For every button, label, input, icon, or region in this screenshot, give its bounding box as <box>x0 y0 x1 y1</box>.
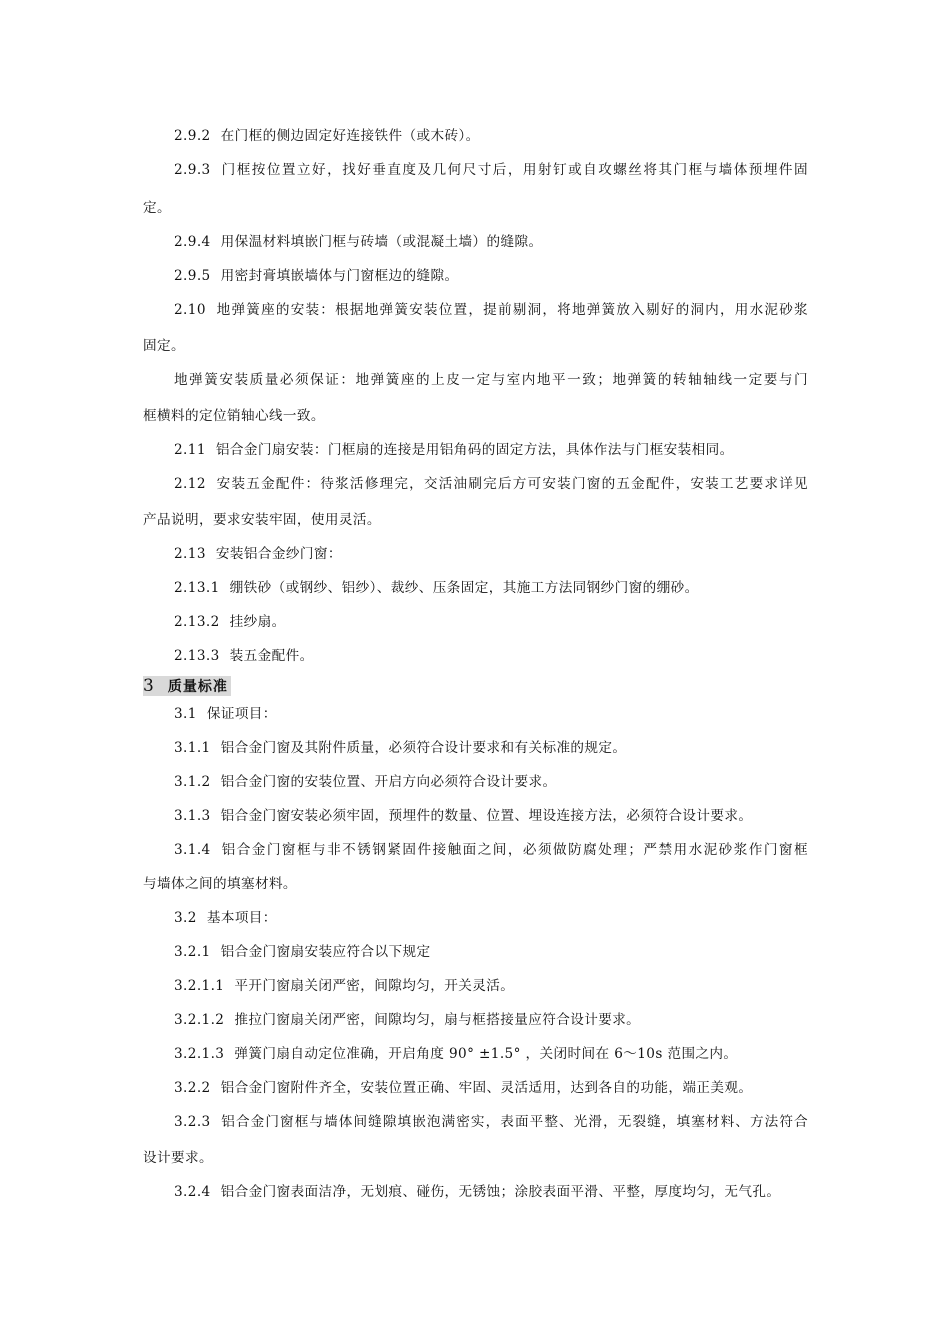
clause-2-10: 2.10 地弹簧座的安装：根据地弹簧安装位置，提前剔洞，将地弹簧放入剔好的洞内，用水泥砂浆 <box>174 302 808 318</box>
clause-2-9-5: 2.9.5 用密封膏填嵌墙体与门窗框边的缝隙。 <box>174 268 459 284</box>
clause-3-1-2: 3.1.2 铝合金门窗的安装位置、开启方向必须符合设计要求。 <box>174 774 557 790</box>
clause-3-1: 3.1 保证项目： <box>174 706 277 722</box>
clause-2-9-4: 2.9.4 用保温材料填嵌门框与砖墙（或混凝土墙）的缝隙。 <box>174 234 543 250</box>
clause-2-13-1: 2.13.1 绷铁砂（或钢纱、铝纱）、裁纱、压条固定，其施工方法同钢纱门窗的绷砂。 <box>174 580 699 596</box>
clause-2-9-3: 2.9.3 门框按位置立好，找好垂直度及几何尺寸后，用射钉或自攻螺丝将其门框与墙体预埋件固 <box>174 162 808 178</box>
clause-3-2-1: 3.2.1 铝合金门窗扇安装应符合以下规定 <box>174 944 431 960</box>
clause-2-13: 2.13 安装铝合金纱门窗： <box>174 546 342 562</box>
clause-3-1-3: 3.1.3 铝合金门窗安装必须牢固，预埋件的数量、位置、埋设连接方法，必须符合设计要求。 <box>174 808 753 824</box>
clause-2-9-2: 2.9.2 在门框的侧边固定好连接铁件（或木砖）。 <box>174 128 480 144</box>
clause-2-9-3-cont: 定。 <box>143 200 171 216</box>
note-floor-spring: 地弹簧安装质量必须保证：地弹簧座的上皮一定与室内地平一致；地弹簧的转轴轴线一定要与门 <box>174 372 808 388</box>
clause-3-2-1-3: 3.2.1.3 弹簧门扇自动定位准确，开启角度 90° ±1.5° ，关闭时间在 6～10s 范围之内。 <box>174 1046 738 1062</box>
clause-3-1-4: 3.1.4 铝合金门窗框与非不锈钢紧固件接触面之间，必须做防腐处理；严禁用水泥砂浆作门窗框 <box>174 842 808 858</box>
section-heading <box>143 676 231 696</box>
clause-3-1-4-cont: 与墙体之间的填塞材料。 <box>143 876 297 892</box>
section-number: 3 <box>143 676 154 696</box>
clause-3-1-1: 3.1.1 铝合金门窗及其附件质量，必须符合设计要求和有关标准的规定。 <box>174 740 627 756</box>
clause-2-12: 2.12 安装五金配件：待浆活修理完，交活油刷完后方可安装门窗的五金配件，安装工艺要求详见 <box>174 476 808 492</box>
clause-2-10-cont: 固定。 <box>143 338 185 354</box>
clause-2-11: 2.11 铝合金门扇安装：门框扇的连接是用铝角码的固定方法，具体作法与门框安装相同。 <box>174 442 734 458</box>
clause-3-2-2: 3.2.2 铝合金门窗附件齐全，安装位置正确、牢固、灵活适用，达到各自的功能，端正美观。 <box>174 1080 753 1096</box>
section-title: 质量标准 <box>167 679 228 695</box>
clause-3-2-1-2: 3.2.1.2 推拉门窗扇关闭严密，间隙均匀，扇与框搭接量应符合设计要求。 <box>174 1012 641 1028</box>
note-floor-spring-cont: 框横料的定位销轴心线一致。 <box>143 408 325 424</box>
clause-3-2-3: 3.2.3 铝合金门窗框与墙体间缝隙填嵌泡满密实，表面平整、光滑，无裂缝，填塞材料、方法符合 <box>174 1114 808 1130</box>
clause-2-13-2: 2.13.2 挂纱扇。 <box>174 614 286 630</box>
clause-3-2-3-cont: 设计要求。 <box>143 1150 213 1166</box>
clause-3-2-1-1: 3.2.1.1 平开门窗扇关闭严密，间隙均匀，开关灵活。 <box>174 978 515 994</box>
clause-3-2: 3.2 基本项目： <box>174 910 277 926</box>
clause-2-12-cont: 产品说明，要求安装牢固，使用灵活。 <box>143 512 381 528</box>
clause-2-13-3: 2.13.3 装五金配件。 <box>174 648 314 664</box>
clause-3-2-4: 3.2.4 铝合金门窗表面洁净，无划痕、碰伤，无锈蚀；涂胶表面平滑、平整，厚度均匀，无气孔。 <box>174 1184 781 1200</box>
